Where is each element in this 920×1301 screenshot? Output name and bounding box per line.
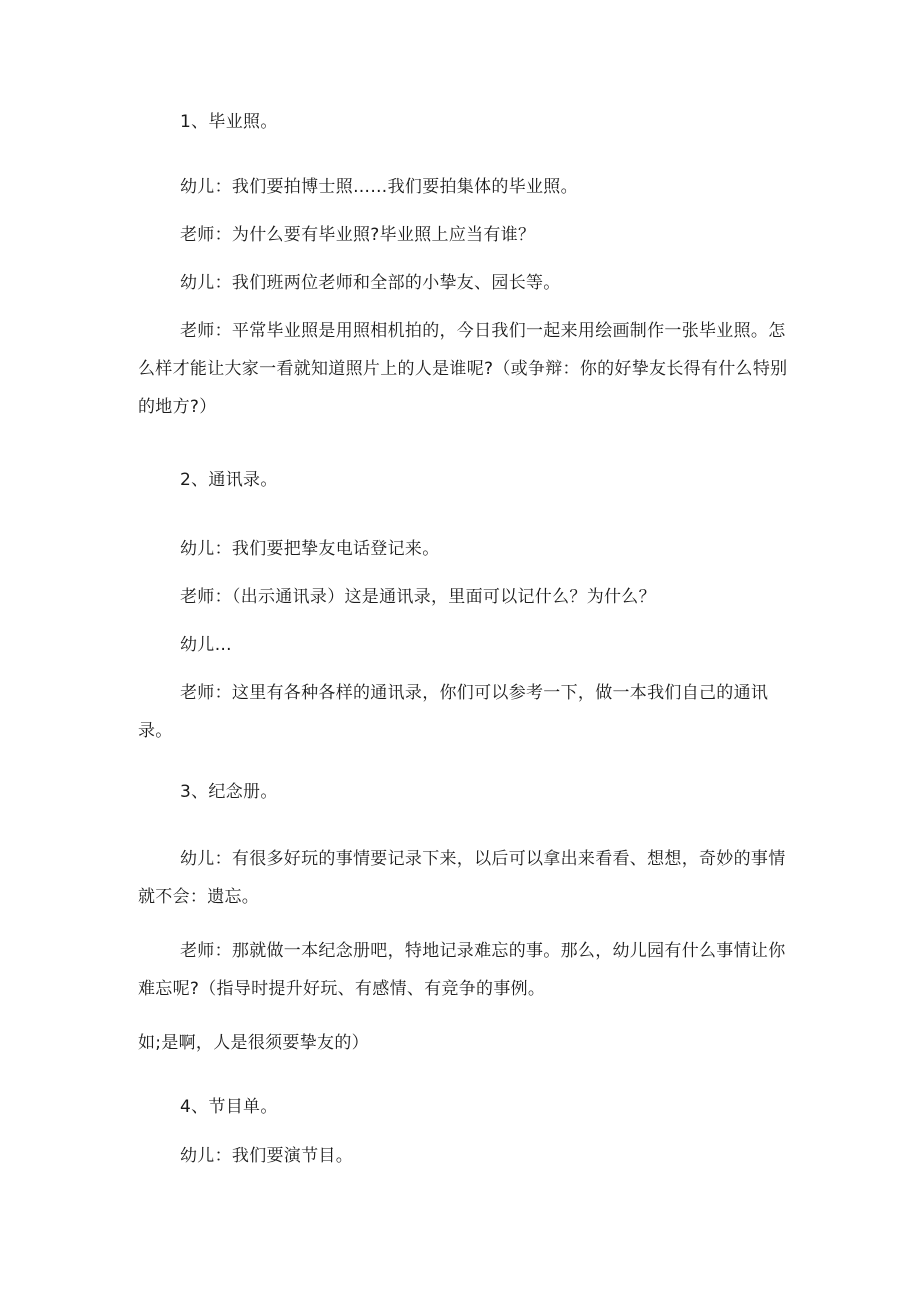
section-heading-3: 3、纪念册。 <box>180 782 278 802</box>
paragraph: 老师：那就做一本纪念册吧，特地记录难忘的事。那么，幼儿园有什么事情让你难忘呢?（指导时提升好玩、有感情、有竞争的事例。 <box>138 941 786 999</box>
paragraph: 幼儿：我们班两位老师和全部的小挚友、园长等。 <box>180 273 561 293</box>
paragraph: 幼儿：有很多好玩的事情要记录下来，以后可以拿出来看看、想想，奇妙的事情就不会：遗忘。 <box>138 849 786 907</box>
section-heading-1: 1、毕业照。 <box>180 112 278 132</box>
paragraph: 如;是啊，人是很须要挚友的） <box>138 1033 369 1053</box>
section-heading-4: 4、节目单。 <box>180 1097 278 1117</box>
paragraph: 老师：平常毕业照是用照相机拍的，今日我们一起来用绘画制作一张毕业照。怎么样才能让大家一看就知道照片上的人是谁呢?（或争辩：你的好挚友长得有什么特别的地方?） <box>138 321 788 417</box>
paragraph: 幼儿… <box>180 635 232 655</box>
paragraph: 幼儿：我们要把挚友电话登记来。 <box>180 539 440 559</box>
paragraph: 老师：为什么要有毕业照?毕业照上应当有谁？ <box>180 225 536 245</box>
paragraph: 幼儿：我们要拍博士照……我们要拍集体的毕业照。 <box>180 177 578 197</box>
section-heading-2: 2、通讯录。 <box>180 470 278 490</box>
paragraph: 老师：这里有各种各样的通讯录，你们可以参考一下，做一本我们自己的通讯录。 <box>138 683 769 741</box>
paragraph: 幼儿：我们要演节目。 <box>180 1146 353 1166</box>
paragraph: 老师：（出示通讯录）这是通讯录，里面可以记什么？为什么？ <box>180 587 656 607</box>
